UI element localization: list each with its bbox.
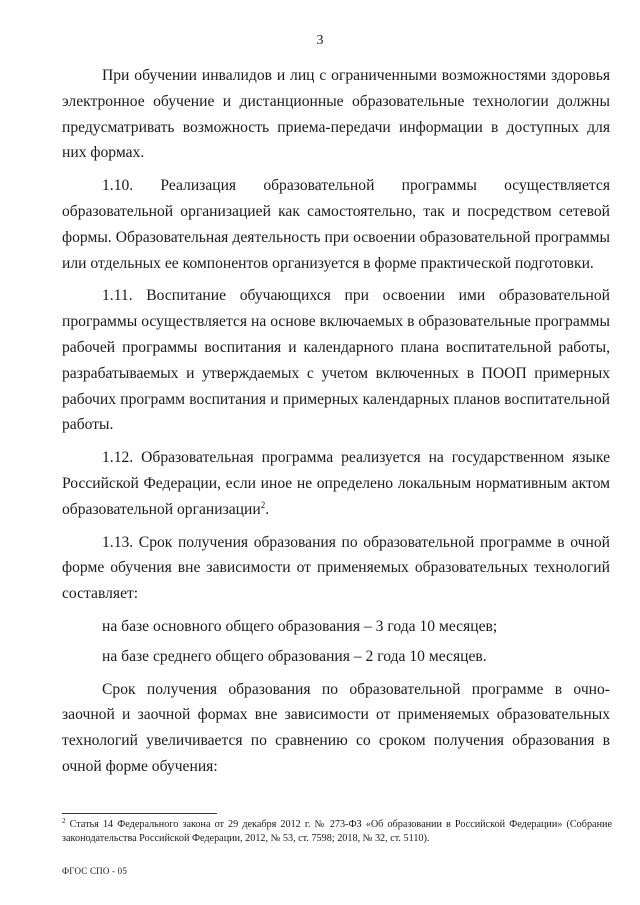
- document-code: ФГОС СПО - 05: [62, 866, 128, 876]
- paragraph-1-11: 1.11. Воспитание обучающихся при освоении ими образовательной программы осуществляется на основе включаемых в образовательные программы рабочей программы воспитания и календарного плана воспитательной работы, разрабатываемых и утверждаемых с учетом включенных в ПООП примерных рабочих программ воспитания и примерных календарных планов воспитательной работы.: [62, 287, 610, 434]
- footnote-marker: 2: [62, 817, 66, 825]
- paragraph-1-13: 1.13. Срок получения образования по образовательной программе в очной форме обучения вне зависимости от применяемых образовательных технологий составляет:: [62, 533, 610, 603]
- paragraph-1-10: 1.10. Реализация образовательной программы осуществляется образовательной организацией как самостоятельно, так и посредством сетевой формы. Образовательная деятельность при освоении образовательной программы или отдельных ее компонентов организуется в форме практической подготовки.: [62, 177, 610, 272]
- paragraph-1-12: [62, 445, 610, 522]
- footnote-text: Статья 14 Федерального закона от 29 декабря 2012 г. № 273-ФЗ «Об образовании в Российской Федерации» (Собрание законодательства Российской Федерации, 2012, № 53, ст. 7598; 2018, № 32, ст. 5110).: [62, 819, 612, 844]
- footnote-divider: [62, 813, 217, 814]
- paragraph-1-12-text: 1.12. Образовательная программа реализуется на государственном языке Российской Федерации, если иное не определено локальным нормативным актом образовательной организации: [62, 449, 610, 518]
- paragraph-disabled-learners: При обучении инвалидов и лиц с ограниченными возможностями здоровья электронное обучение и дистанционные образовательные технологии должны предусматривать возможность приема-передачи информации в доступных для них формах.: [62, 67, 610, 162]
- footnote-reference[interactable]: 2: [260, 499, 266, 510]
- paragraph-1-12-end: .: [265, 500, 270, 518]
- footnote: [62, 818, 612, 845]
- paragraph-part-time-forms: Срок получения образования по образовательной программе в очно-заочной и заочной формах вне зависимости от применяемых образовательных технологий увеличивается по сравнению со сроком получения образования в очной форме обучения:: [62, 680, 610, 775]
- body-text: [62, 63, 610, 787]
- list-item-basic-education: на базе основного общего образования – 3 года 10 месяцев;: [102, 617, 498, 635]
- list-item-secondary-education: на базе среднего общего образования – 2 года 10 месяцев.: [102, 647, 487, 665]
- page-number: 3: [316, 33, 324, 48]
